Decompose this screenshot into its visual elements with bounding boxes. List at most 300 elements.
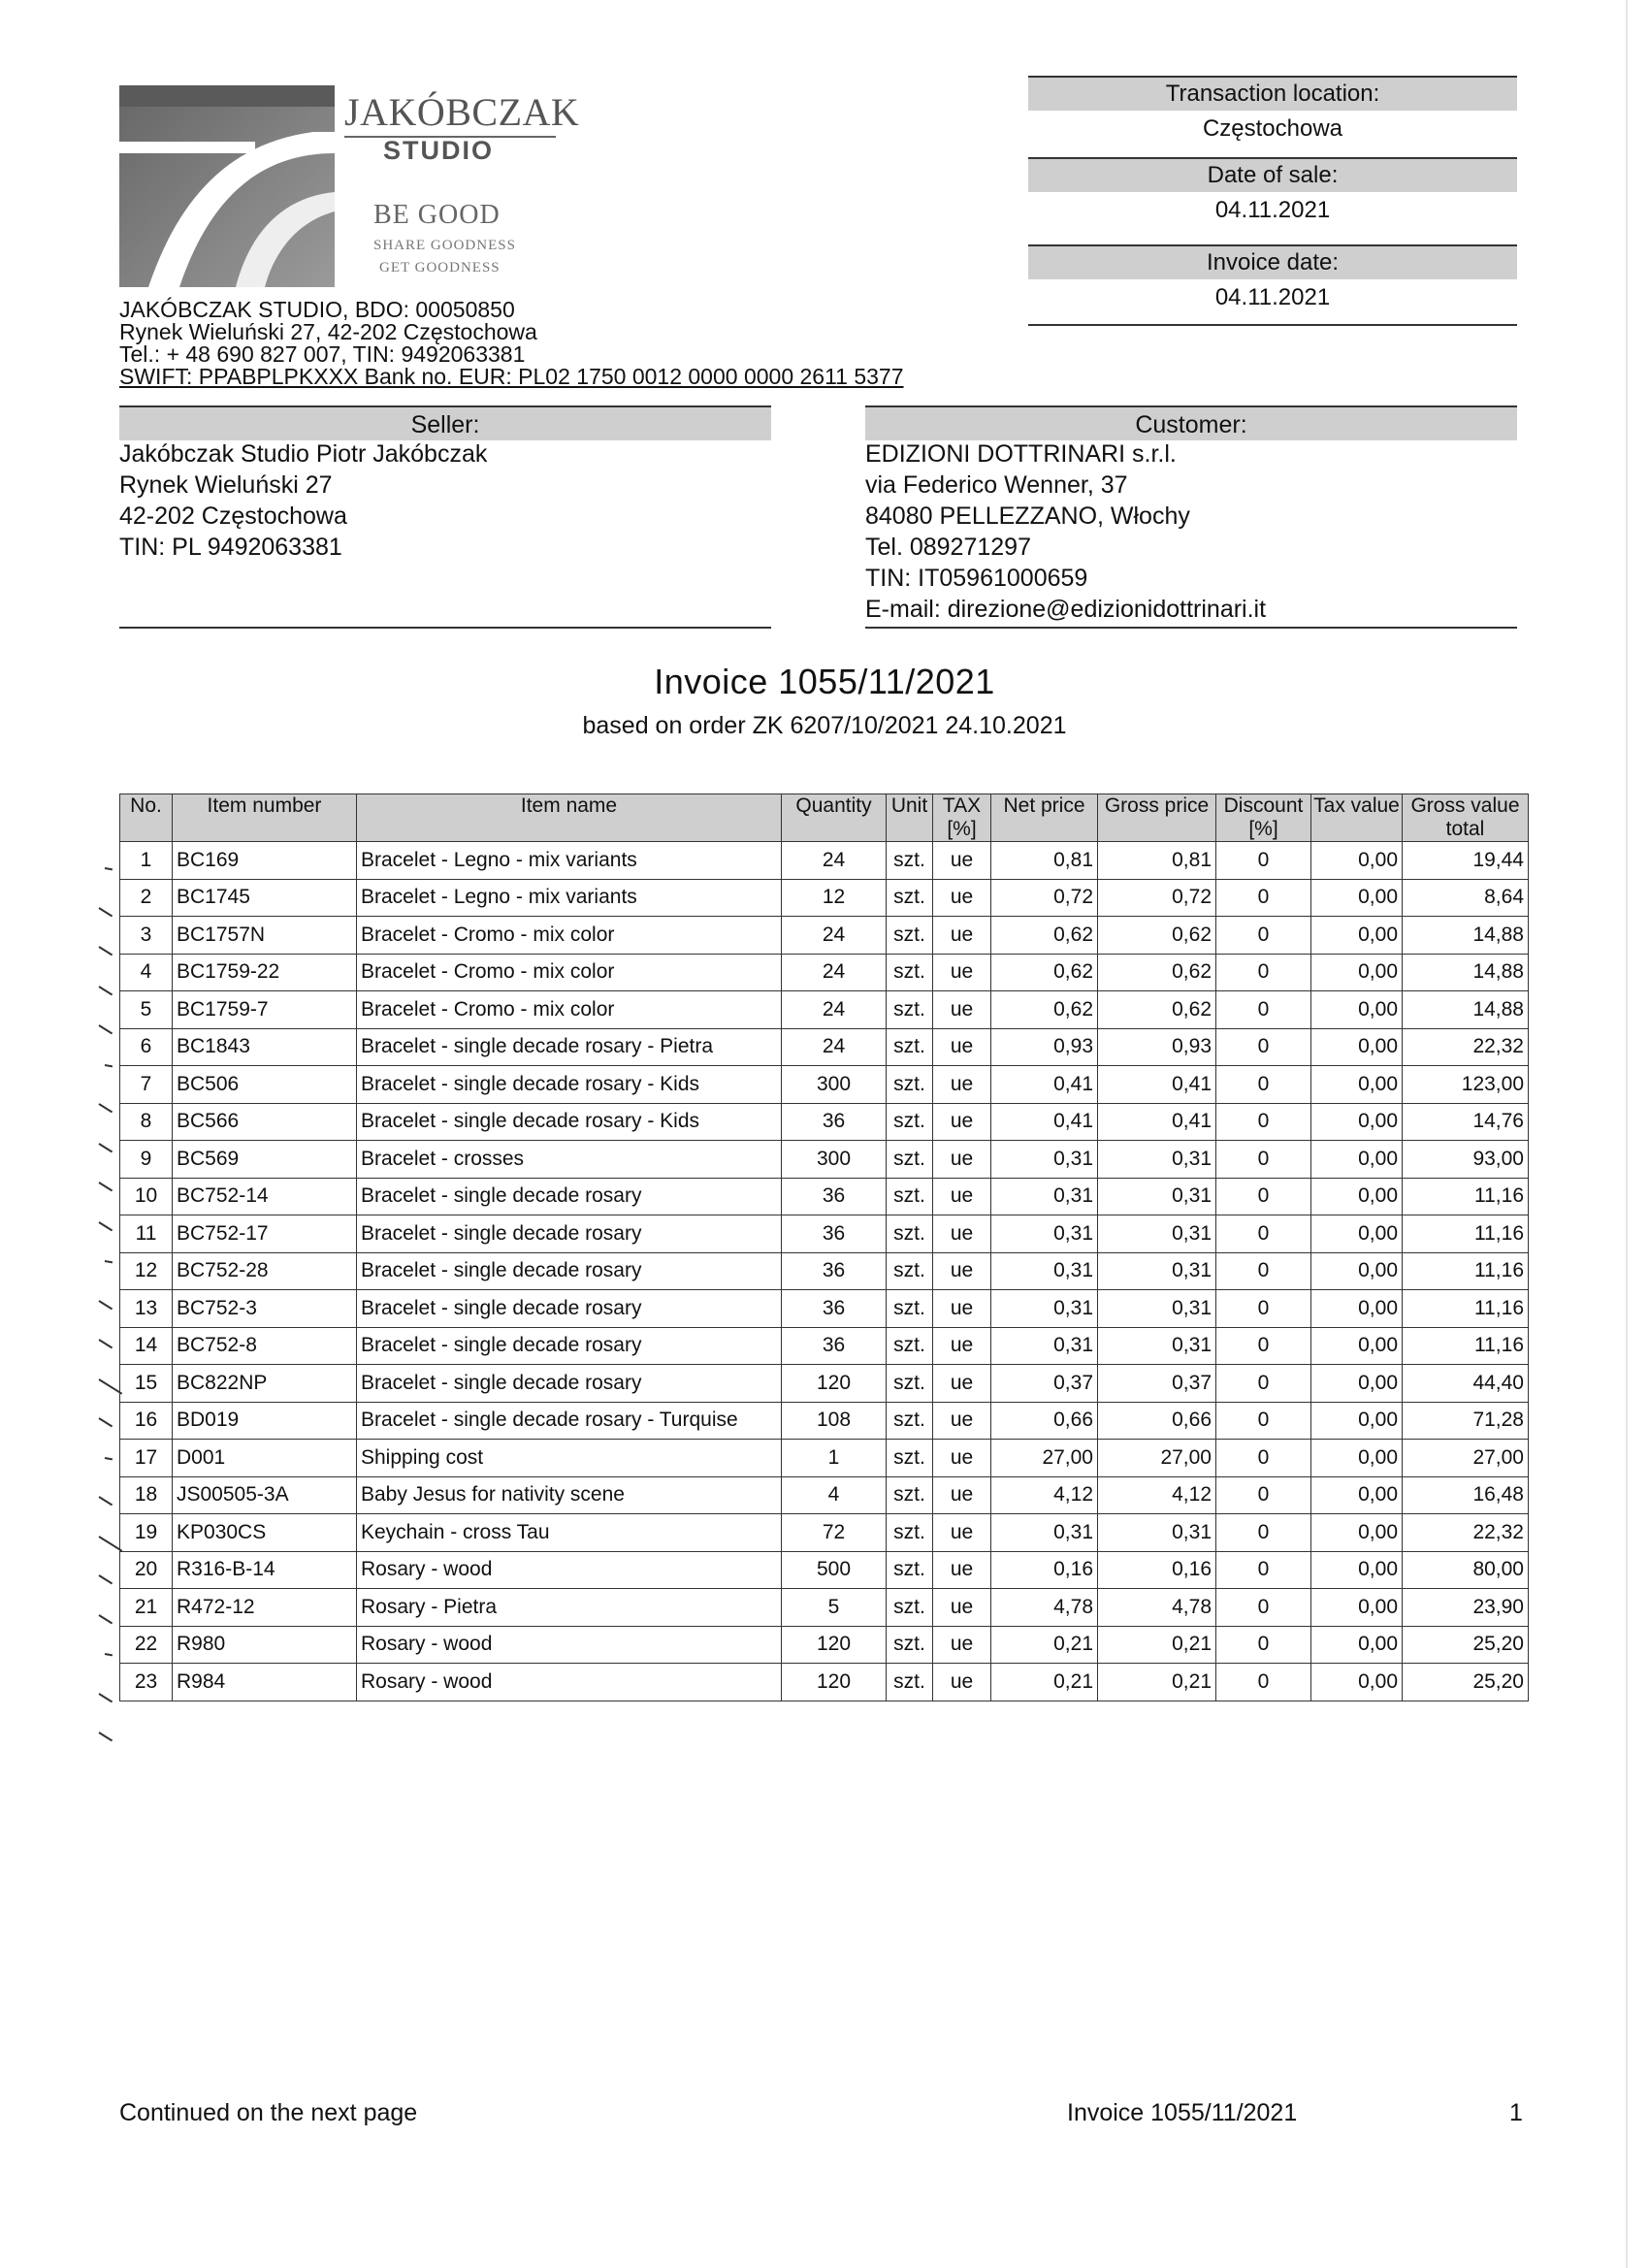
cell-item-name: Bracelet - single decade rosary - Kids	[357, 1066, 782, 1104]
cell-discount: 0	[1216, 1664, 1311, 1701]
checkmark-tick	[98, 1417, 113, 1427]
cell-unit: szt.	[887, 1589, 933, 1627]
cell-net-price: 0,21	[991, 1664, 1098, 1701]
customer-line: Tel. 089271297	[865, 534, 1031, 561]
cell-item-name: Rosary - wood	[357, 1551, 782, 1589]
cell-net-price: 0,41	[991, 1066, 1098, 1104]
scan-edge	[1626, 0, 1628, 2268]
cell-discount: 0	[1216, 1290, 1311, 1328]
cell-tax: ue	[933, 1215, 991, 1253]
cell-unit: szt.	[887, 1514, 933, 1552]
cell-unit: szt.	[887, 1551, 933, 1589]
cell-item-number: KP030CS	[173, 1514, 357, 1552]
logo-name: JAKÓBCZAK	[344, 90, 580, 134]
cell-tax-value: 0,00	[1311, 1103, 1403, 1141]
cell-unit: szt.	[887, 1290, 933, 1328]
cell-unit: szt.	[887, 1178, 933, 1215]
checkmark-tick	[98, 1574, 113, 1584]
transaction-location-label: Transaction location:	[1028, 76, 1517, 111]
cell-item-number: BC752-14	[173, 1178, 357, 1215]
cell-no: 6	[120, 1028, 173, 1066]
cell-tax-value: 0,00	[1311, 1514, 1403, 1552]
cell-net-price: 0,31	[991, 1178, 1098, 1215]
cell-gross-total: 11,16	[1403, 1327, 1529, 1365]
cell-gross-total: 22,32	[1403, 1514, 1529, 1552]
cell-net-price: 4,12	[991, 1476, 1098, 1514]
cell-no: 20	[120, 1551, 173, 1589]
cell-item-number: R316-B-14	[173, 1551, 357, 1589]
table-row	[120, 1252, 1529, 1290]
cell-no: 19	[120, 1514, 173, 1552]
cell-discount: 0	[1216, 1476, 1311, 1514]
seller-bottom-rule	[119, 627, 771, 629]
cell-item-number: BC1759-22	[173, 954, 357, 991]
cell-unit: szt.	[887, 1103, 933, 1141]
cell-no: 12	[120, 1252, 173, 1290]
cell-unit: szt.	[887, 1215, 933, 1253]
date-of-sale-label: Date of sale:	[1028, 157, 1517, 192]
cell-tax: ue	[933, 1365, 991, 1403]
cell-item-name: Baby Jesus for nativity scene	[357, 1476, 782, 1514]
cell-no: 8	[120, 1103, 173, 1141]
transaction-location-value: Częstochowa	[1202, 115, 1343, 142]
cell-gross-total: 23,90	[1403, 1589, 1529, 1627]
cell-gross-price: 0,31	[1098, 1327, 1216, 1365]
cell-item-number: BC752-8	[173, 1327, 357, 1365]
cell-tax-value: 0,00	[1311, 1290, 1403, 1328]
cell-tax-value: 0,00	[1311, 1551, 1403, 1589]
header-quantity: Quantity	[782, 794, 887, 842]
cell-net-price: 27,00	[991, 1440, 1098, 1477]
cell-quantity: 120	[782, 1365, 887, 1403]
meta-bottom-rule	[1028, 324, 1517, 326]
cell-gross-price: 0,93	[1098, 1028, 1216, 1066]
customer-bottom-rule	[865, 627, 1517, 629]
cell-item-name: Bracelet - single decade rosary	[357, 1327, 782, 1365]
cell-tax: ue	[933, 1589, 991, 1627]
cell-quantity: 500	[782, 1551, 887, 1589]
cell-gross-price: 0,31	[1098, 1514, 1216, 1552]
header-item-name: Item name	[357, 794, 782, 842]
cell-no: 10	[120, 1178, 173, 1215]
cell-no: 11	[120, 1215, 173, 1253]
cell-no: 9	[120, 1141, 173, 1179]
cell-unit: szt.	[887, 917, 933, 955]
cell-gross-price: 0,21	[1098, 1664, 1216, 1701]
cell-item-name: Shipping cost	[357, 1440, 782, 1477]
cell-item-name: Bracelet - Legno - mix variants	[357, 879, 782, 917]
customer-line: 84080 PELLEZZANO, Włochy	[865, 502, 1190, 530]
cell-item-name: Bracelet - single decade rosary	[357, 1178, 782, 1215]
cell-discount: 0	[1216, 1103, 1311, 1141]
cell-gross-total: 80,00	[1403, 1551, 1529, 1589]
cell-gross-price: 4,78	[1098, 1589, 1216, 1627]
cell-no: 14	[120, 1327, 173, 1365]
cell-discount: 0	[1216, 1178, 1311, 1215]
invoice-date-label: Invoice date:	[1028, 244, 1517, 279]
cell-net-price: 0,31	[991, 1290, 1098, 1328]
cell-gross-total: 11,16	[1403, 1252, 1529, 1290]
cell-unit: szt.	[887, 1664, 933, 1701]
table-header-row	[120, 794, 1529, 842]
cell-discount: 0	[1216, 842, 1311, 880]
cell-tax-value: 0,00	[1311, 1066, 1403, 1104]
invoice-items-table	[119, 794, 1529, 1701]
cell-gross-price: 0,31	[1098, 1252, 1216, 1290]
cell-quantity: 1	[782, 1440, 887, 1477]
cell-tax: ue	[933, 1028, 991, 1066]
table-row	[120, 1626, 1529, 1664]
cell-tax-value: 0,00	[1311, 1028, 1403, 1066]
cell-item-name: Keychain - cross Tau	[357, 1514, 782, 1552]
cell-no: 22	[120, 1626, 173, 1664]
cell-item-number: BC1843	[173, 1028, 357, 1066]
cell-gross-price: 0,72	[1098, 879, 1216, 917]
cell-tax: ue	[933, 879, 991, 917]
cell-gross-total: 11,16	[1403, 1290, 1529, 1328]
cell-discount: 0	[1216, 1365, 1311, 1403]
cell-net-price: 0,93	[991, 1028, 1098, 1066]
table-row	[120, 1476, 1529, 1514]
cell-net-price: 0,21	[991, 1626, 1098, 1664]
table-row	[120, 879, 1529, 917]
cell-quantity: 12	[782, 879, 887, 917]
cell-unit: szt.	[887, 1365, 933, 1403]
table-row	[120, 1589, 1529, 1627]
checkmark-tick	[98, 1300, 113, 1310]
cell-item-number: D001	[173, 1440, 357, 1477]
cell-tax: ue	[933, 1103, 991, 1141]
cell-tax: ue	[933, 1476, 991, 1514]
cell-gross-total: 93,00	[1403, 1141, 1529, 1179]
cell-gross-total: 123,00	[1403, 1066, 1529, 1104]
cell-unit: szt.	[887, 1626, 933, 1664]
cell-net-price: 0,31	[991, 1514, 1098, 1552]
cell-tax: ue	[933, 1402, 991, 1440]
cell-gross-price: 0,41	[1098, 1103, 1216, 1141]
cell-item-number: BC752-17	[173, 1215, 357, 1253]
cell-net-price: 0,31	[991, 1215, 1098, 1253]
checkmark-tick	[98, 1339, 113, 1348]
seller-heading: Seller:	[119, 405, 771, 440]
cell-item-name: Rosary - wood	[357, 1626, 782, 1664]
cell-quantity: 24	[782, 991, 887, 1029]
cell-gross-total: 19,44	[1403, 842, 1529, 880]
cell-no: 23	[120, 1664, 173, 1701]
cell-tax-value: 0,00	[1311, 1215, 1403, 1253]
seller-line: TIN: PL 9492063381	[119, 534, 342, 561]
cell-item-name: Bracelet - Legno - mix variants	[357, 842, 782, 880]
cell-gross-price: 0,31	[1098, 1178, 1216, 1215]
table-row	[120, 1103, 1529, 1141]
cell-quantity: 24	[782, 954, 887, 991]
checkmark-tick	[98, 907, 113, 917]
date-of-sale-value: 04.11.2021	[1214, 197, 1331, 223]
cell-no: 18	[120, 1476, 173, 1514]
cell-gross-total: 11,16	[1403, 1215, 1529, 1253]
cell-unit: szt.	[887, 1066, 933, 1104]
cell-tax: ue	[933, 1440, 991, 1477]
table-row	[120, 991, 1529, 1029]
cell-net-price: 0,41	[991, 1103, 1098, 1141]
cell-tax-value: 0,00	[1311, 1141, 1403, 1179]
cell-unit: szt.	[887, 1028, 933, 1066]
cell-quantity: 300	[782, 1141, 887, 1179]
cell-net-price: 0,31	[991, 1252, 1098, 1290]
cell-net-price: 0,37	[991, 1365, 1098, 1403]
logo-subtitle-share: SHARE GOODNESS	[373, 238, 516, 253]
checkmark-tick	[98, 1496, 113, 1506]
cell-unit: szt.	[887, 1327, 933, 1365]
cell-no: 7	[120, 1066, 173, 1104]
cell-gross-total: 8,64	[1403, 879, 1529, 917]
seller-line: 42-202 Częstochowa	[119, 502, 347, 530]
table-row	[120, 1327, 1529, 1365]
cell-gross-price: 0,16	[1098, 1551, 1216, 1589]
cell-tax: ue	[933, 1290, 991, 1328]
table-row	[120, 1178, 1529, 1215]
cell-item-name: Bracelet - Cromo - mix color	[357, 917, 782, 955]
cell-tax: ue	[933, 1066, 991, 1104]
checkmark-tick	[98, 1614, 113, 1624]
cell-no: 13	[120, 1290, 173, 1328]
cell-item-number: R980	[173, 1626, 357, 1664]
checkmark-tick	[98, 1024, 113, 1034]
cell-tax: ue	[933, 1327, 991, 1365]
cell-net-price: 0,31	[991, 1327, 1098, 1365]
cell-tax-value: 0,00	[1311, 1664, 1403, 1701]
checkmark-tick	[105, 1457, 113, 1460]
seller-line: Jakóbczak Studio Piotr Jakóbczak	[119, 440, 488, 468]
cell-discount: 0	[1216, 1589, 1311, 1627]
checkmark-tick	[98, 946, 113, 956]
cell-item-name: Bracelet - single decade rosary	[357, 1365, 782, 1403]
cell-no: 4	[120, 954, 173, 991]
cell-item-name: Bracelet - Cromo - mix color	[357, 991, 782, 1029]
cell-gross-price: 27,00	[1098, 1440, 1216, 1477]
table-body	[120, 842, 1529, 1701]
cell-discount: 0	[1216, 1252, 1311, 1290]
cell-unit: szt.	[887, 1440, 933, 1477]
cell-discount: 0	[1216, 1440, 1311, 1477]
cell-gross-total: 14,88	[1403, 917, 1529, 955]
cell-quantity: 300	[782, 1066, 887, 1104]
checkmark-tick	[105, 1064, 113, 1067]
cell-tax: ue	[933, 917, 991, 955]
checkmark-tick	[98, 1182, 113, 1191]
cell-tax-value: 0,00	[1311, 1365, 1403, 1403]
table-row	[120, 1141, 1529, 1179]
cell-item-number: R472-12	[173, 1589, 357, 1627]
cell-quantity: 120	[782, 1626, 887, 1664]
cell-item-name: Bracelet - single decade rosary	[357, 1215, 782, 1253]
customer-line: EDIZIONI DOTTRINARI s.r.l.	[865, 440, 1177, 468]
cell-item-number: BC566	[173, 1103, 357, 1141]
cell-item-number: JS00505-3A	[173, 1476, 357, 1514]
checkmark-tick	[105, 1653, 113, 1656]
invoice-subtitle: based on order ZK 6207/10/2021 24.10.2021	[582, 712, 1067, 739]
checkmark-tick	[98, 1732, 113, 1741]
cell-discount: 0	[1216, 1626, 1311, 1664]
cell-discount: 0	[1216, 954, 1311, 991]
checkmark-tick	[98, 986, 113, 995]
table-row	[120, 1440, 1529, 1477]
cell-discount: 0	[1216, 1514, 1311, 1552]
cell-quantity: 36	[782, 1252, 887, 1290]
cell-quantity: 72	[782, 1514, 887, 1552]
header-discount: Discount [%]	[1216, 794, 1311, 842]
company-line-phone: Tel.: + 48 690 827 007, TIN: 9492063381	[119, 341, 526, 367]
table-row	[120, 1664, 1529, 1701]
cell-no: 1	[120, 842, 173, 880]
cell-net-price: 4,78	[991, 1589, 1098, 1627]
cell-net-price: 0,31	[991, 1141, 1098, 1179]
cell-net-price: 0,62	[991, 917, 1098, 955]
cell-unit: szt.	[887, 842, 933, 880]
cell-item-name: Bracelet - single decade rosary - Kids	[357, 1103, 782, 1141]
cell-item-name: Bracelet - Cromo - mix color	[357, 954, 782, 991]
cell-unit: szt.	[887, 1252, 933, 1290]
company-line-address: Rynek Wieluński 27, 42-202 Częstochowa	[119, 319, 537, 344]
meta-date-of-sale	[1028, 157, 1517, 229]
cell-gross-price: 0,41	[1098, 1066, 1216, 1104]
cell-tax-value: 0,00	[1311, 991, 1403, 1029]
cell-gross-total: 25,20	[1403, 1626, 1529, 1664]
cell-gross-price: 0,31	[1098, 1290, 1216, 1328]
cell-tax: ue	[933, 1664, 991, 1701]
cell-gross-price: 4,12	[1098, 1476, 1216, 1514]
logo-slogan: BE GOOD	[373, 200, 501, 230]
cell-item-number: BC1757N	[173, 917, 357, 955]
cell-item-number: BC169	[173, 842, 357, 880]
cell-item-number: BC506	[173, 1066, 357, 1104]
cell-quantity: 24	[782, 917, 887, 955]
table-row	[120, 1402, 1529, 1440]
cell-net-price: 0,62	[991, 954, 1098, 991]
cell-gross-total: 14,76	[1403, 1103, 1529, 1141]
customer-email: E-mail: direzione@edizionidottrinari.it	[865, 596, 1267, 623]
customer-line: TIN: IT05961000659	[865, 565, 1088, 592]
checkmark-tick	[98, 1221, 113, 1231]
cell-tax: ue	[933, 1551, 991, 1589]
cell-item-name: Bracelet - crosses	[357, 1141, 782, 1179]
checkmark-tick	[98, 1103, 113, 1113]
cell-item-number: BC752-3	[173, 1290, 357, 1328]
cell-item-number: BC569	[173, 1141, 357, 1179]
cell-tax-value: 0,00	[1311, 1589, 1403, 1627]
cell-gross-total: 44,40	[1403, 1365, 1529, 1403]
checkmark-tick	[105, 867, 113, 870]
cell-unit: szt.	[887, 1402, 933, 1440]
cell-discount: 0	[1216, 1551, 1311, 1589]
seller-details	[119, 438, 487, 563]
cell-discount: 0	[1216, 991, 1311, 1029]
cell-discount: 0	[1216, 1066, 1311, 1104]
company-line-name: JAKÓBCZAK STUDIO, BDO: 00050850	[119, 297, 515, 322]
cell-gross-price: 0,37	[1098, 1365, 1216, 1403]
cell-quantity: 120	[782, 1664, 887, 1701]
logo-studio: STUDIO	[383, 136, 495, 165]
cell-quantity: 36	[782, 1215, 887, 1253]
meta-transaction-location	[1028, 76, 1517, 147]
cell-no: 17	[120, 1440, 173, 1477]
cell-tax-value: 0,00	[1311, 1440, 1403, 1477]
cell-discount: 0	[1216, 879, 1311, 917]
cell-tax: ue	[933, 1626, 991, 1664]
cell-net-price: 0,66	[991, 1402, 1098, 1440]
logo-subtitle-get: GET GOODNESS	[379, 260, 501, 275]
cell-gross-total: 71,28	[1403, 1402, 1529, 1440]
cell-unit: szt.	[887, 991, 933, 1029]
cell-quantity: 36	[782, 1103, 887, 1141]
table-row	[120, 1028, 1529, 1066]
cell-item-name: Bracelet - single decade rosary	[357, 1290, 782, 1328]
cell-quantity: 108	[782, 1402, 887, 1440]
header-tax-value: Tax value	[1311, 794, 1403, 842]
cell-tax-value: 0,00	[1311, 917, 1403, 955]
cell-discount: 0	[1216, 1402, 1311, 1440]
table-row	[120, 1514, 1529, 1552]
customer-line: via Federico Wenner, 37	[865, 471, 1128, 499]
table-row	[120, 1551, 1529, 1589]
header-no: No.	[120, 794, 173, 842]
cell-no: 2	[120, 879, 173, 917]
cell-gross-total: 22,32	[1403, 1028, 1529, 1066]
cell-gross-price: 0,62	[1098, 991, 1216, 1029]
cell-gross-total: 14,88	[1403, 991, 1529, 1029]
cell-tax-value: 0,00	[1311, 1178, 1403, 1215]
header-unit: Unit	[887, 794, 933, 842]
cell-unit: szt.	[887, 1476, 933, 1514]
cell-tax: ue	[933, 842, 991, 880]
cell-tax-value: 0,00	[1311, 842, 1403, 880]
cell-tax-value: 0,00	[1311, 1327, 1403, 1365]
cell-no: 21	[120, 1589, 173, 1627]
cell-gross-price: 0,21	[1098, 1626, 1216, 1664]
cell-tax-value: 0,00	[1311, 1476, 1403, 1514]
header-gross-price: Gross price	[1098, 794, 1216, 842]
cell-net-price: 0,81	[991, 842, 1098, 880]
cell-tax-value: 0,00	[1311, 1252, 1403, 1290]
customer-details	[865, 438, 1266, 625]
meta-invoice-date	[1028, 244, 1517, 316]
footer-continued: Continued on the next page	[119, 2099, 418, 2126]
cell-no: 15	[120, 1365, 173, 1403]
company-logo	[119, 85, 580, 287]
cell-gross-price: 0,31	[1098, 1141, 1216, 1179]
invoice-date-value: 04.11.2021	[1214, 284, 1331, 310]
cell-item-name: Rosary - wood	[357, 1664, 782, 1701]
cell-item-number: BC1759-7	[173, 991, 357, 1029]
cell-item-name: Rosary - Pietra	[357, 1589, 782, 1627]
cell-net-price: 0,72	[991, 879, 1098, 917]
cell-tax-value: 0,00	[1311, 1402, 1403, 1440]
cell-quantity: 24	[782, 1028, 887, 1066]
cell-quantity: 4	[782, 1476, 887, 1514]
cell-gross-total: 11,16	[1403, 1178, 1529, 1215]
company-info	[119, 299, 904, 388]
header-gross-total: Gross value total	[1403, 794, 1529, 842]
header-item-number: Item number	[173, 794, 357, 842]
cell-tax: ue	[933, 1178, 991, 1215]
cell-discount: 0	[1216, 1327, 1311, 1365]
cell-tax-value: 0,00	[1311, 954, 1403, 991]
cell-unit: szt.	[887, 954, 933, 991]
cell-gross-price: 0,66	[1098, 1402, 1216, 1440]
cell-discount: 0	[1216, 917, 1311, 955]
table-row	[120, 1215, 1529, 1253]
table-row	[120, 917, 1529, 955]
